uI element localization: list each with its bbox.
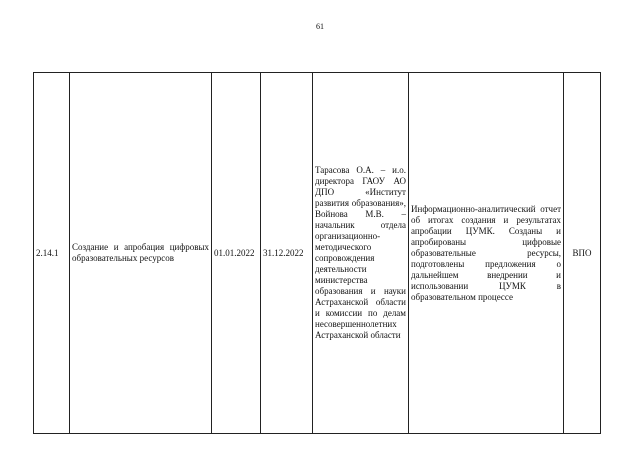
funding-cell: ВПО [564, 73, 601, 434]
start-date-cell: 01.01.2022 [212, 73, 261, 434]
responsible-cell: Тарасова О.А. – и.о. директора ГАОУ АО ДПО «Институт развития образования», Войнова М.В. – начальник отдела организационно-методического сопровождения деятельности министерства образования и науки Астраханской области и комиссии по делам несовершеннолетних Астраханской области [313, 73, 409, 434]
result-cell: Информационно-аналитический отчет об итогах создания и результатах апробации ЦУМК. Созданы и апробированы цифровые образовательные ресурсы, подготовлены предложения о дальнейшем внедрении и использовании ЦУМК в образовательном процессе [409, 73, 564, 434]
plan-table [33, 72, 601, 434]
end-date-cell: 31.12.2022 [261, 73, 313, 434]
page-number: 61 [316, 22, 324, 31]
table-row [34, 73, 601, 434]
row-number-cell: 2.14.1 [34, 73, 70, 434]
activity-cell: Создание и апробация цифровых образовательных ресурсов [70, 73, 212, 434]
